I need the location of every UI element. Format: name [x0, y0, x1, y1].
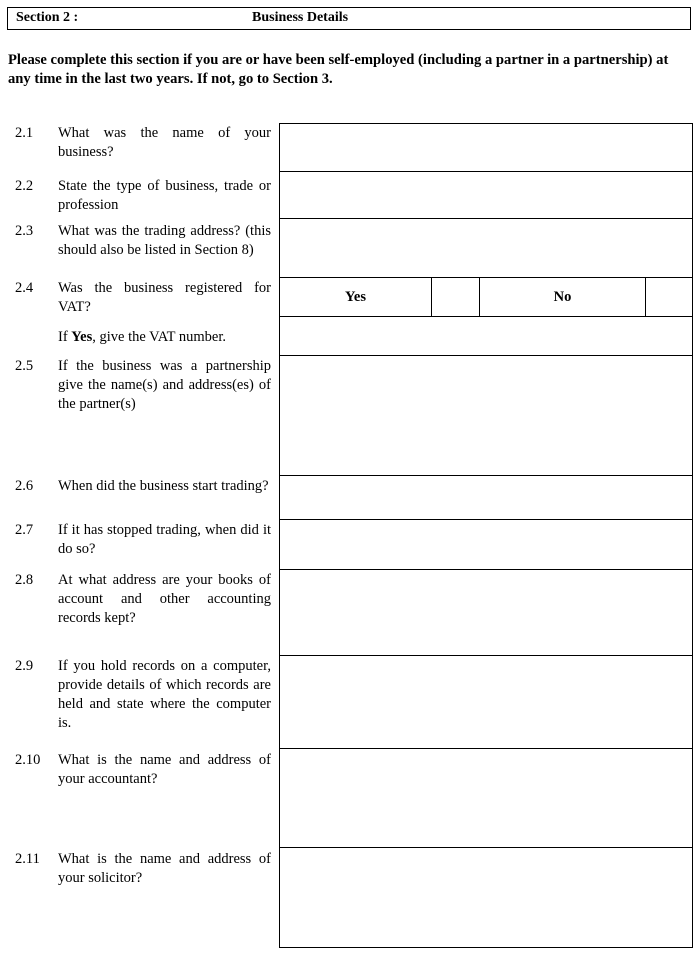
question-text: What is the name and address of your accountant? [58, 752, 271, 787]
question-text: Was the business registered for VAT? [58, 280, 271, 315]
question-number: 2.7 [15, 522, 34, 538]
question-number: 2.5 [15, 358, 34, 374]
question-text: If you hold records on a computer, provide details of which records are held and state where the computer is. [58, 658, 271, 731]
accountant-field[interactable] [279, 748, 693, 848]
question-number: 2.6 [15, 478, 34, 494]
question-text: What is the name and address of your solicitor? [58, 851, 271, 886]
question-number: 2.2 [15, 178, 34, 194]
vat-number-field[interactable] [279, 316, 693, 356]
vat-prompt-prefix: If [58, 329, 72, 345]
business-type-field[interactable] [279, 171, 693, 219]
section-instructions: Please complete this section if you are or have been self-employed (including a partner in a partnership) at any time in the last two years. If not, go to Section 3. [8, 52, 669, 87]
question-text: If the business was a partnership give the name(s) and address(es) of the partner(s) [58, 358, 271, 412]
question-text: State the type of business, trade or profession [58, 178, 271, 213]
vat-yes-label: Yes [280, 278, 432, 316]
stopped-trading-date-field[interactable] [279, 519, 693, 570]
question-number: 2.1 [15, 125, 34, 141]
start-trading-date-field[interactable] [279, 475, 693, 520]
question-text: When did the business start trading? [58, 478, 269, 494]
question-number: 2.8 [15, 572, 34, 588]
question-number: 2.11 [15, 851, 40, 867]
trading-address-field[interactable] [279, 218, 693, 278]
vat-registration-row [279, 277, 693, 317]
business-name-field[interactable] [279, 123, 693, 172]
question-number: 2.9 [15, 658, 34, 674]
solicitor-field[interactable] [279, 847, 693, 948]
question-text: What was the name of your business? [58, 125, 271, 160]
partners-field[interactable] [279, 355, 693, 476]
vat-prompt-suffix: , give the VAT number. [92, 329, 226, 345]
section-header [7, 7, 691, 30]
vat-number-prompt [58, 328, 271, 347]
question-number: 2.10 [15, 752, 41, 768]
records-address-field[interactable] [279, 569, 693, 656]
vat-prompt-emphasis: Yes [71, 329, 93, 345]
section-title: Business Details [252, 10, 349, 25]
vat-yes-checkbox[interactable] [432, 278, 480, 316]
question-number: 2.4 [15, 280, 34, 296]
computer-records-field[interactable] [279, 655, 693, 749]
question-text: If it has stopped trading, when did it do so? [58, 522, 271, 557]
question-text: What was the trading address? (this should also be listed in Section 8) [58, 223, 271, 258]
section-label: Section 2 : [16, 10, 79, 25]
vat-no-checkbox[interactable] [646, 278, 692, 316]
question-text: At what address are your books of account and other accounting records kept? [58, 572, 271, 626]
question-number: 2.3 [15, 223, 34, 239]
vat-no-label: No [480, 278, 646, 316]
